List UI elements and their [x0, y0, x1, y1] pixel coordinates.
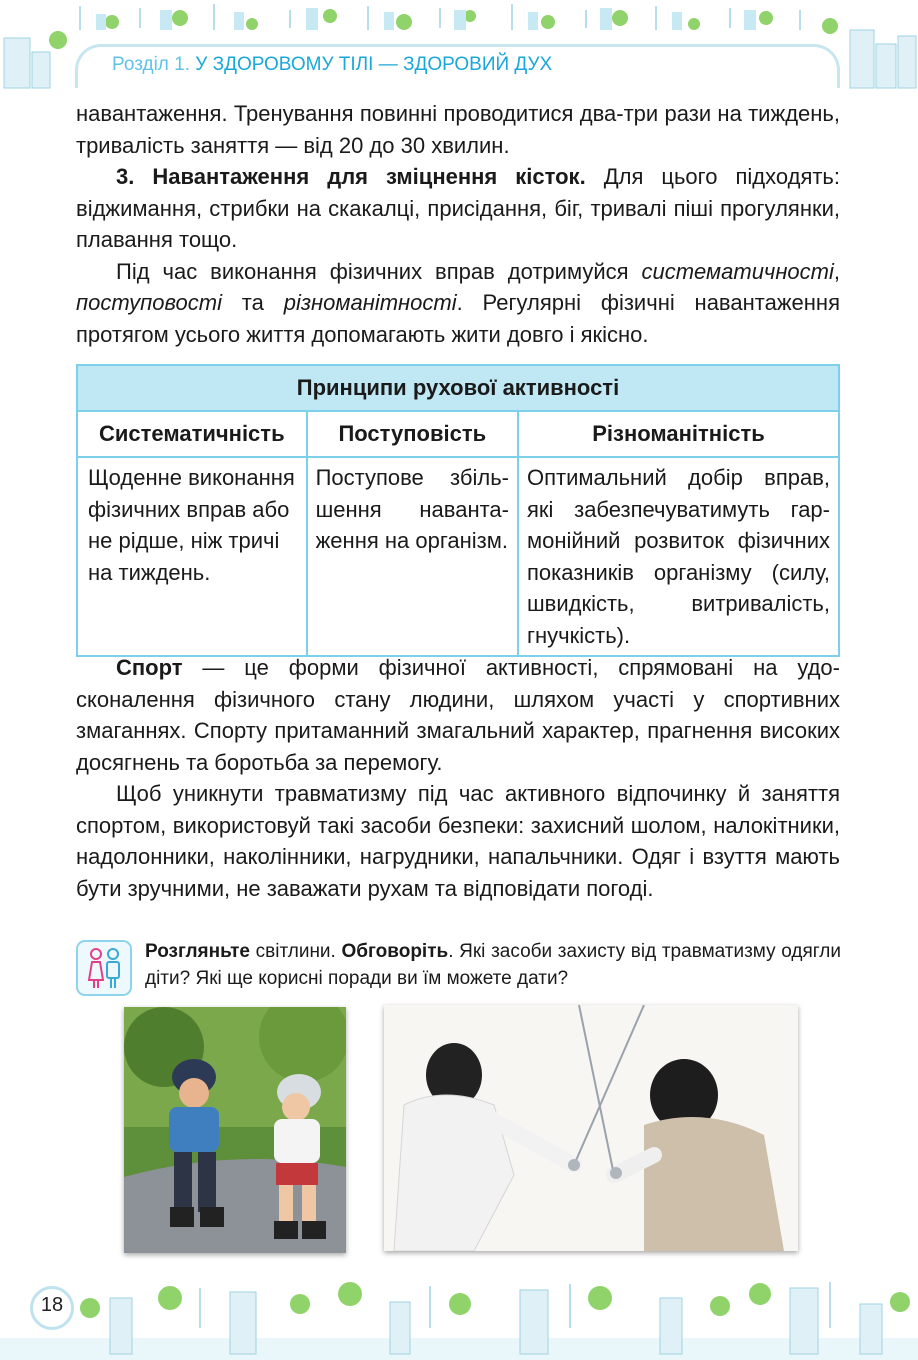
paragraph-safety: Щоб уникнути травматизму під час активного відпочинку й заняття спортом, використовуй такі засоби безпеки: захисний шолом, налокітники, надолонники, наколінники, нагрудники, напальчники. Одяг і взуття мають бути зручними, не заважати рухам та відповідати погоді. [76, 781, 840, 901]
table-cell-systematic: Щоденне виконання фізичних вправ або не рідше, ніж тричі на тиждень. [77, 457, 307, 656]
table-cell-diversity: Оптимальний добір вправ, які забезпечуватимуть гармонійний розвиток фізичних показників організму (силу, швидкість, витривалість, гнучкість). [518, 457, 839, 656]
sport-definition-text: — це форми фізичної активності, спрямовані на удосконалення фізичного стану людини, шляхом участі у спортивних змаганнях. Спорту притаманний змагальний характер, прагнення високих досягнень та боротьба за перемогу. [76, 655, 840, 775]
table-title-row [77, 365, 839, 411]
chapter-header [112, 53, 552, 77]
term-systematic: систематичності [641, 258, 834, 284]
bone-load-text: Для цього підходять: віджимання, стрибки на скакалці, присідання, біг, тривалі піші прогулянки, плавання тощо. [76, 164, 841, 252]
photo-roller-skaters [124, 1007, 346, 1253]
paragraph-sport-definition [76, 652, 840, 778]
principles-text-d: . Регулярні фізичні навантаження протягом усього життя допомагають жити довго і якісно. [76, 290, 840, 347]
pair-discussion-icon [76, 940, 132, 996]
term-diversity: різноманітності [283, 290, 457, 315]
principles-text-c: та [221, 290, 284, 315]
paragraph-bone-load [76, 161, 840, 256]
photo-fencers [384, 1005, 798, 1251]
body-text-sport [76, 652, 840, 904]
term-gradual: поступовості [76, 290, 222, 315]
body-text-top [76, 98, 840, 350]
table-cell-gradual: Поступове збільшення навантаження на організм. [307, 457, 518, 656]
term-sport: Спорт [116, 655, 183, 680]
discussion-text-2: . Які засоби захисту від травматизму одягли діти? Які ще корисні поради ви їм можете дати? [145, 941, 841, 989]
chapter-prefix: Розділ 1. [112, 54, 191, 75]
table-header-gradual: Поступовість [307, 411, 518, 457]
table-title: Принципи рухової активності [77, 365, 839, 411]
discussion-verb-look: Розгляньте [145, 941, 250, 962]
table-header-diversity: Різноманітність [518, 411, 839, 457]
chapter-title: У ЗДОРОВОМУ ТІЛІ — ЗДОРОВИЙ ДУХ [195, 54, 553, 75]
bone-load-heading: 3. Навантаження для зміцнення кісток. [116, 164, 586, 189]
table-header-systematic: Систематичність [77, 411, 307, 457]
paragraph-continuation: навантаження. Тренування повинні проводитися два-три рази на тиждень, тривалість заняття — від 20 до 30 хвилин. [76, 101, 840, 158]
discussion-prompt [145, 938, 841, 992]
page-number: 18 [40, 1294, 64, 1316]
table-row [77, 457, 839, 656]
table-header-row [77, 411, 839, 457]
principles-text-b: , [833, 258, 840, 284]
discussion-verb-discuss: Обговоріть [341, 941, 449, 962]
bottom-city-decoration [0, 1268, 918, 1360]
principles-table [76, 364, 840, 657]
paragraph-principles [76, 256, 840, 351]
principles-text-a: Під час виконання фізичних вправ дотримуйся [116, 258, 642, 284]
discussion-text-1: світлини. [249, 941, 342, 962]
